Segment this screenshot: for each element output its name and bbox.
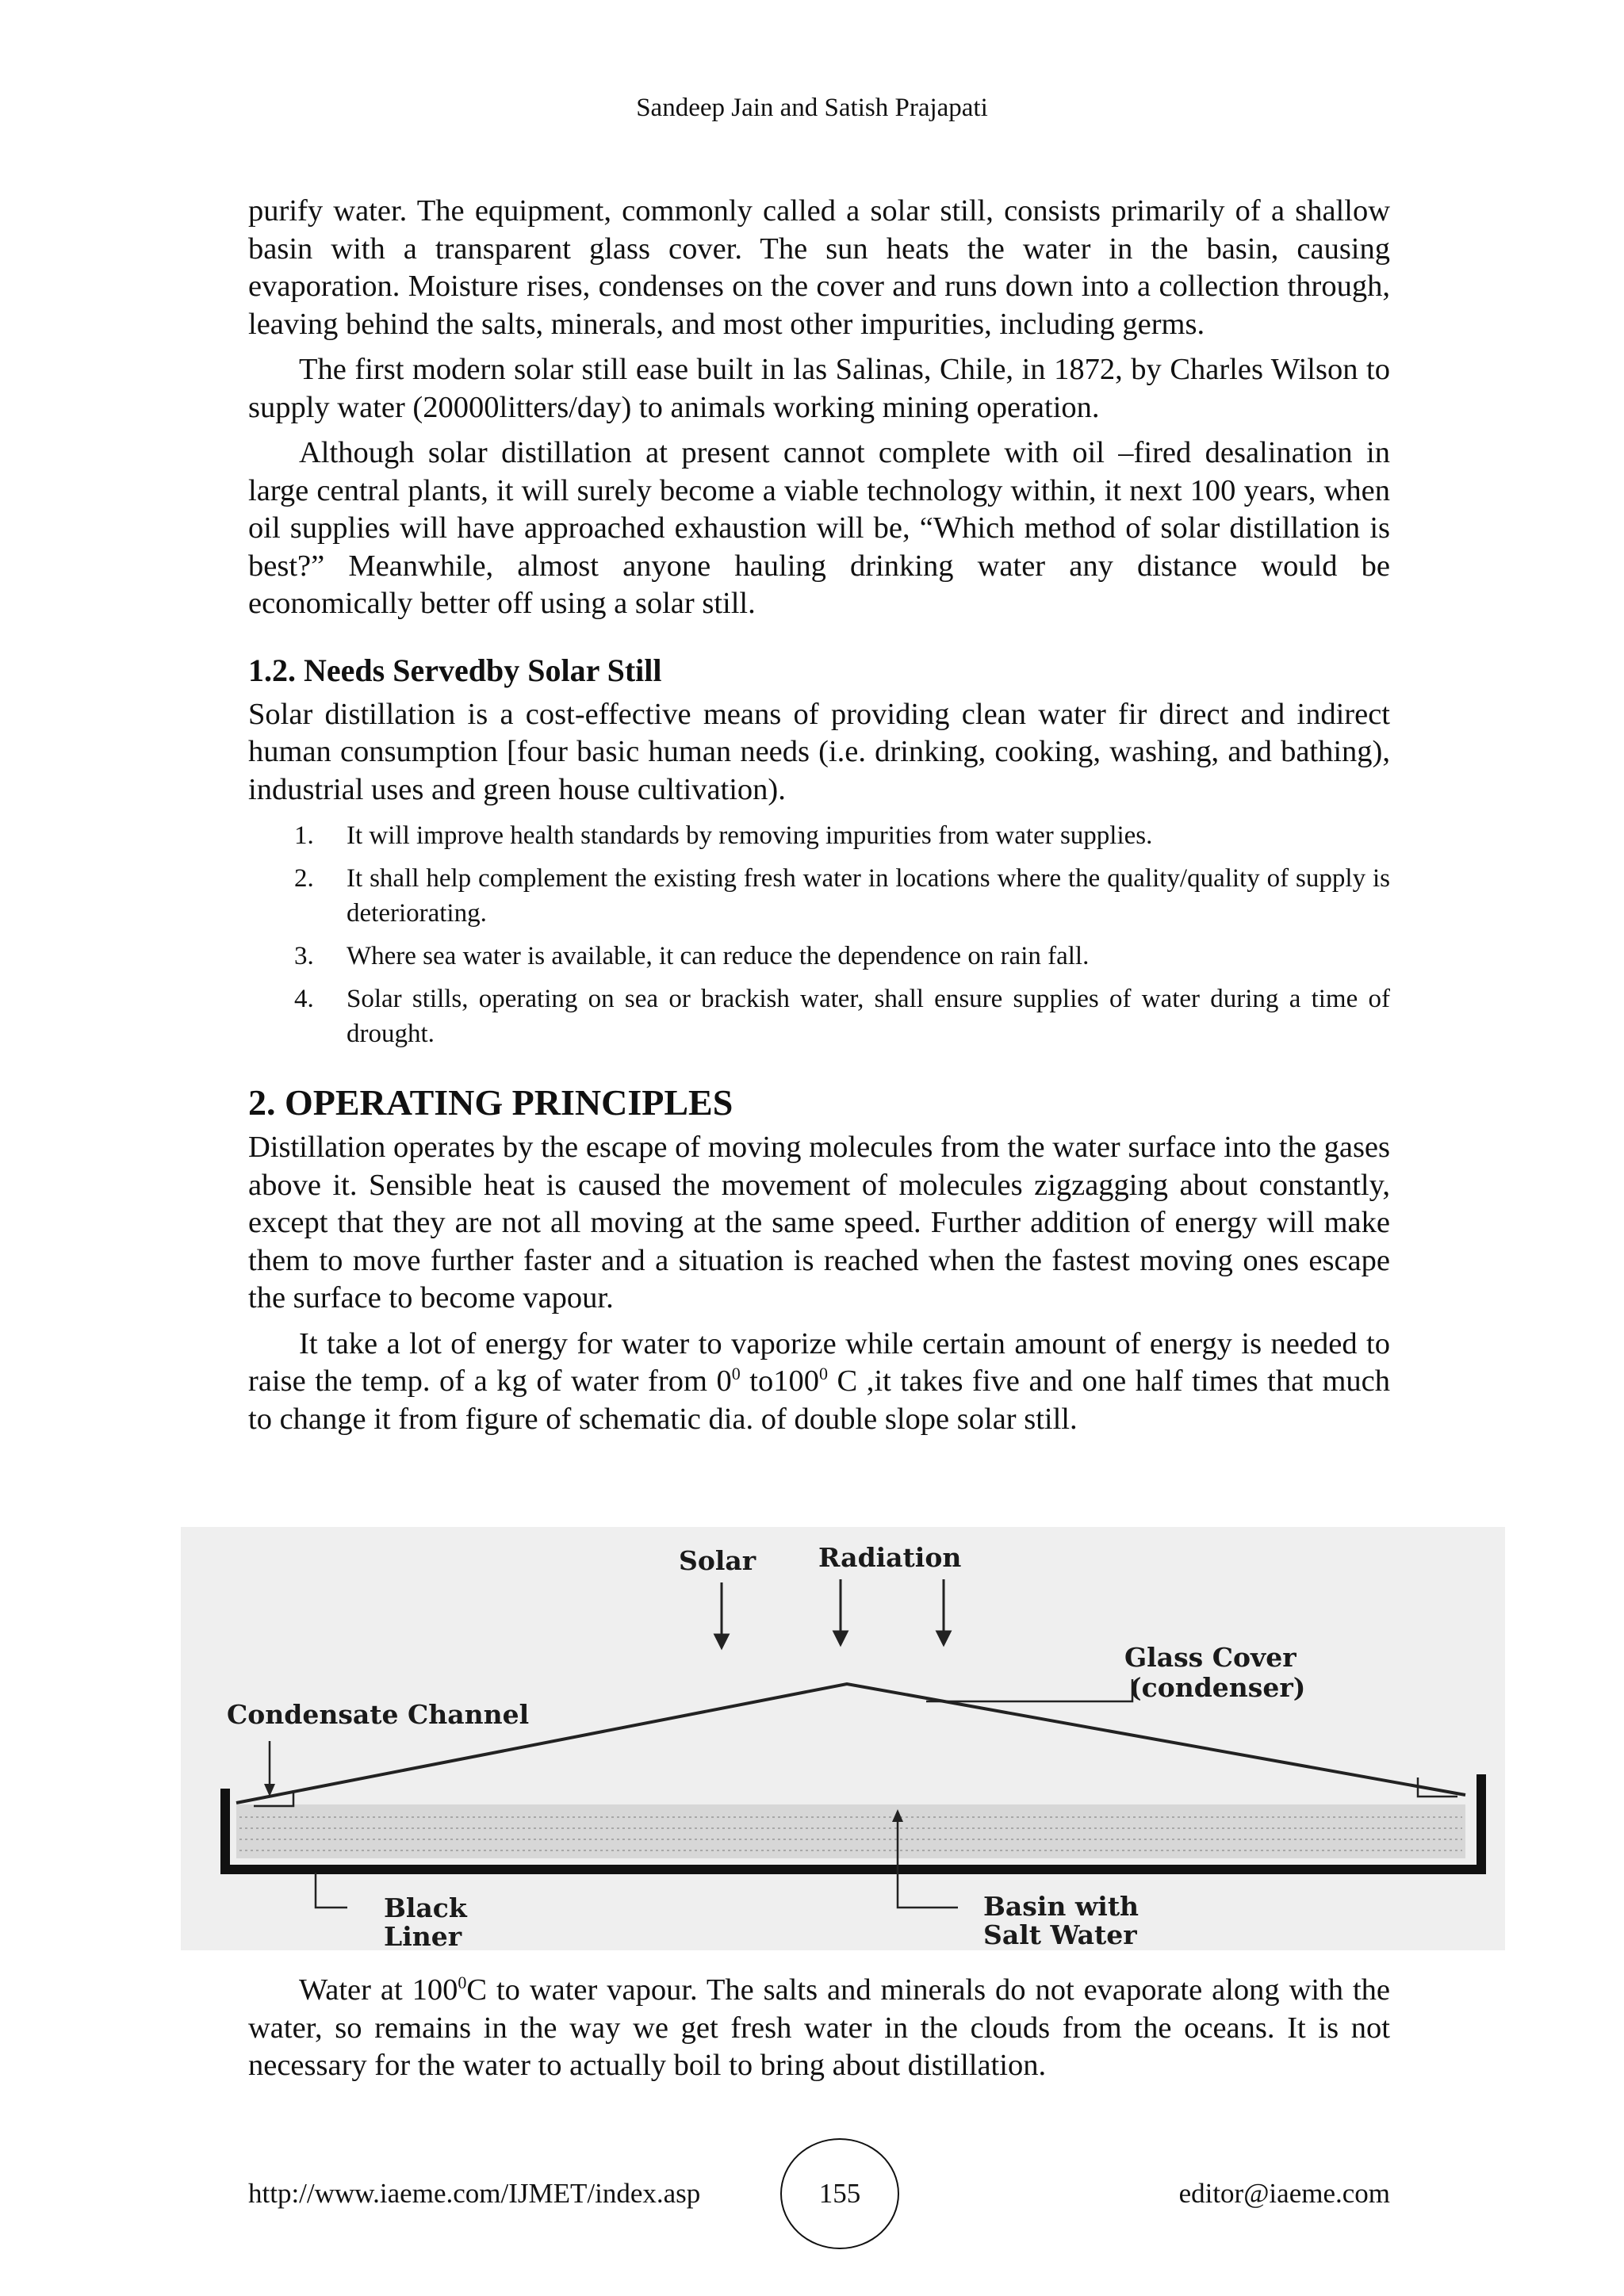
label-condensate-channel: Condensate Channel: [227, 1699, 530, 1730]
list-item: [248, 861, 1390, 931]
section-2-paragraph-1: Distillation operates by the escape of moving molecules from the water surface into the gases above it. Sensible heat is caused the movement of molecules zigzagging about constantly, except that they are not all moving at the same speed. Further addition of energy will make them to move further faster and a situation is reached when the fastest moving ones escape the surface to become vapour.: [248, 1131, 1390, 1314]
list-text: Where sea water is available, it can reduce the dependence on rain fall.: [347, 942, 1090, 970]
glass-cover-leader: [926, 1679, 1132, 1701]
section-2-paragraph-2: It take a lot of energy for water to vaporize while certain amount of energy is needed to raise the temp. of a kg of water from $0^0$ $to100^0$ C ,it takes five and one half times that much to change it from figure of schematic dia. of double slope solar still.: [248, 1326, 1390, 1436]
label-solar: Solar: [679, 1545, 756, 1576]
list-number: 1.: [294, 821, 314, 850]
section-1-2-paragraph: Solar distillation is a cost-effective means of providing clean water fir direct and indirect human consumption [four basic human needs (i.e. drinking, cooking, washing, and bathing), industrial uses and green house cultivation).: [248, 697, 1390, 806]
running-header: Sandeep Jain and Satish Prajapati: [636, 94, 988, 122]
main-content: [248, 193, 1390, 1438]
label-basin-with: Basin with: [983, 1891, 1139, 1922]
label-glass-cover: Glass Cover: [1124, 1642, 1297, 1673]
label-radiation: Radiation: [818, 1542, 962, 1573]
section-heading-2: 2. OPERATING PRINCIPLES: [248, 1082, 733, 1123]
intro-paragraph-1: purify water. The equipment, commonly called a solar still, consists primarily of a shallow basin with a transparent glass cover. The sun heats the water in the basin, causing evaporation. Moisture rises, condenses on the cover and runs down into a collection through, leaving behind the salts, minerals, and most other impurities, including germs.: [248, 194, 1390, 341]
after-figure-paragraph: Water at $100^0C$ to water vapour. The salts and minerals do not evaporate along with the water, so remains in the way we get fresh water in the clouds from the oceans. It is not necessary for the water to actually boil to bring about distillation.: [248, 1973, 1390, 2082]
list-item: [248, 939, 1390, 974]
list-number: 4.: [294, 985, 314, 1013]
radiation-arrows: [715, 1579, 950, 1647]
list-number: 2.: [294, 864, 314, 893]
list-text: Solar stills, operating on sea or brackish water, shall ensure supplies of water during a time of drought.: [347, 985, 1390, 1048]
after-figure-content: [248, 1972, 1390, 2085]
label-condenser: (condenser): [1129, 1672, 1306, 1703]
list-text: It will improve health standards by removing impurities from water supplies.: [347, 821, 1153, 850]
section-heading-1-2: 1.2. Needs Servedby Solar Still: [248, 652, 662, 688]
label-salt-water: Salt Water: [983, 1919, 1137, 1950]
list-text: It shall help complement the existing fresh water in locations where the quality/quality of supply is deteriorating.: [347, 864, 1390, 928]
footer-url: http://www.iaeme.com/IJMET/index.asp: [248, 2178, 701, 2209]
black-liner-leader: [316, 1873, 347, 1908]
list-item: [248, 982, 1390, 1051]
solar-still-diagram: [181, 1527, 1505, 1950]
footer-email: editor@iaeme.com: [1178, 2178, 1390, 2209]
diagram-svg: [181, 1527, 1505, 1950]
intro-paragraph-3: Although solar distillation at present cannot complete with oil –fired desalination in large central plants, it will surely become a viable technology within, it next 100 years, when oil supplies will have approached exhaustion will be, “Which method of solar distillation is best?” Meanwhile, almost anyone hauling drinking water any distance would be economically better off using a solar still.: [248, 436, 1390, 620]
page-number: 155: [780, 2138, 899, 2249]
list-item: [248, 818, 1390, 853]
intro-paragraph-2: The first modern solar still ease built in las Salinas, Chile, in 1872, by Charles Wilson to supply water (20000litters/day) to animals working mining operation.: [248, 353, 1390, 424]
list-number: 3.: [294, 942, 314, 970]
needs-list: [248, 818, 1390, 1051]
label-black: Black: [384, 1892, 467, 1923]
label-liner: Liner: [384, 1921, 462, 1950]
